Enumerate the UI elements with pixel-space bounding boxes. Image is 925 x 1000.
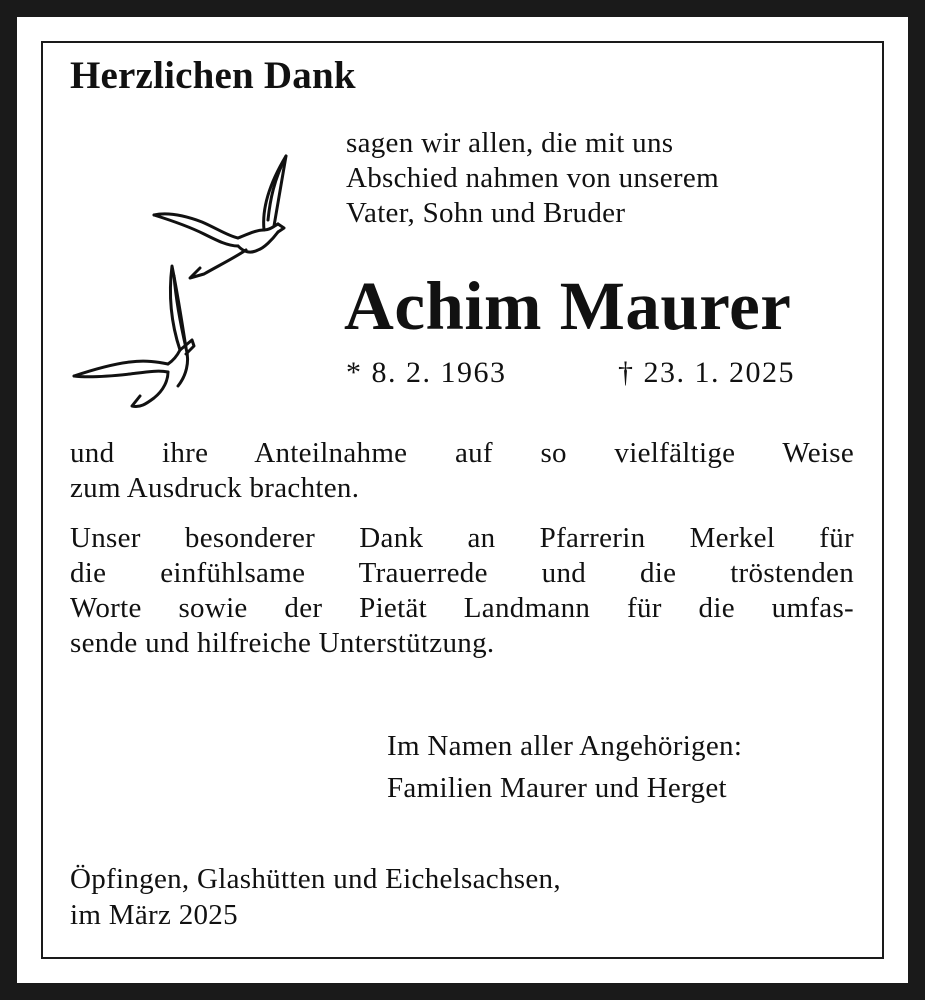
upper-dove-icon	[154, 156, 286, 278]
intro-line: Vater, Sohn und Bruder	[346, 197, 626, 229]
signature-line: Familien Maurer und Herget	[387, 772, 727, 804]
paragraph-line: Worte sowie der Pietät Landmann für die umfas-	[70, 592, 854, 624]
date-line: im März 2025	[70, 899, 238, 931]
death-date: † 23. 1. 2025	[618, 356, 795, 389]
paragraph-line: und ihre Anteilnahme auf so vielfältige Weise	[70, 437, 854, 469]
intro-line: Abschied nahmen von unserem	[346, 162, 719, 194]
place-line: Öpfingen, Glashütten und Eichelsachsen,	[70, 863, 561, 895]
thanks-paragraph	[70, 436, 854, 506]
deceased-name: Achim Maurer	[344, 268, 792, 344]
intro-text	[346, 126, 866, 231]
heading: Herzlichen Dank	[70, 54, 356, 97]
intro-line: sagen wir allen, die mit uns	[346, 127, 674, 159]
two-flying-doves-icon	[68, 150, 298, 415]
lower-dove-icon	[74, 266, 194, 407]
paragraph-line: zum Ausdruck brachten.	[70, 472, 360, 504]
signature-line: Im Namen aller Angehörigen:	[387, 730, 743, 762]
paragraph-line: die einfühlsame Trauerrede und die tröstenden	[70, 557, 854, 589]
signature	[387, 725, 742, 809]
paragraph-line: Unser besonderer Dank an Pfarrerin Merkel für	[70, 522, 854, 554]
birth-date: * 8. 2. 1963	[346, 356, 507, 389]
paragraph-line: sende und hilfreiche Unterstützung.	[70, 627, 495, 659]
special-thanks-paragraph	[70, 521, 854, 661]
place-and-date	[70, 861, 561, 933]
